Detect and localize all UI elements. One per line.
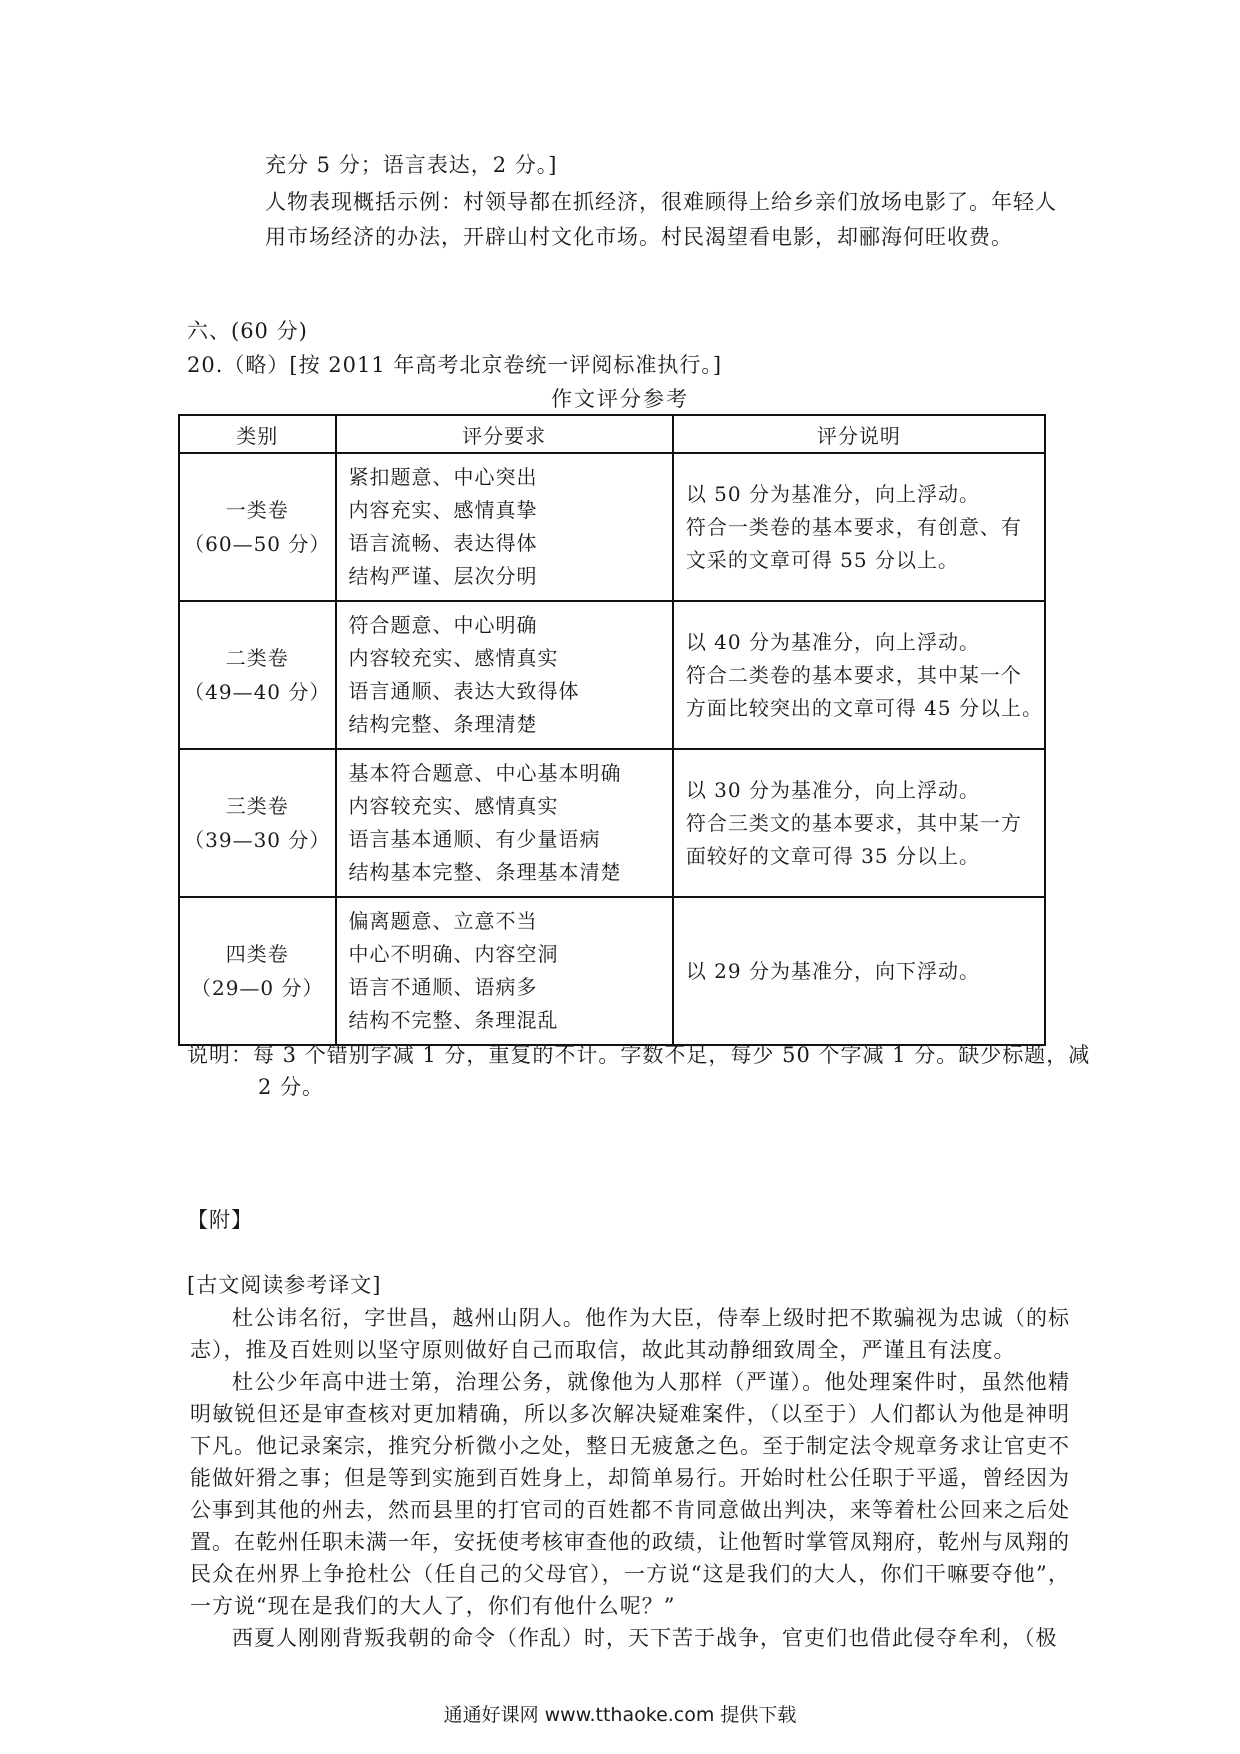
explanation-line: 面较好的文章可得 35 分以上。 [685,843,980,868]
category-name: 三类卷 [225,794,289,818]
requirement-item: 语言不通顺、语病多 [348,975,538,999]
grading-table [178,414,1046,1046]
explanation-line: 以 29 分为基准分，向下浮动。 [685,958,980,983]
header-explanation: 评分说明 [673,415,1045,453]
table-row [179,897,1045,1045]
category-name: 一类卷 [225,498,289,522]
requirement-item: 内容较充实、感情真实 [348,646,559,670]
table-row [179,601,1045,749]
requirement-item: 内容较充实、感情真实 [348,794,559,818]
category-cell [179,749,336,897]
translation-text [190,1302,1070,1654]
top-line-1: 充分 5 分；语言表达，2 分。] [265,153,558,177]
requirement-item: 结构严谨、层次分明 [348,564,538,588]
requirement-item: 紧扣题意、中心突出 [348,465,538,489]
requirement-item: 内容充实、感情真挚 [348,498,538,522]
requirement-item: 偏离题意、立意不当 [348,909,538,933]
category-cell [179,601,336,749]
requirements-cell [336,749,673,897]
translation-paragraph: 西夏人刚刚背叛我朝的命令（作乱）时，天下苦于战争，官吏们也借此侵夺牟利，（极 [232,1626,1058,1650]
requirement-item: 符合题意、中心明确 [348,613,538,637]
category-range: （39—30 分） [184,828,331,852]
question-20: 20.（略）[按 2011 年高考北京卷统一评阅标准执行。] [187,353,723,377]
requirement-item: 语言通顺、表达大致得体 [348,679,580,703]
explanation-line: 以 50 分为基准分，向上浮动。 [685,481,980,506]
table-row [179,453,1045,601]
requirement-item: 结构基本完整、条理基本清楚 [348,860,622,884]
category-range: （49—40 分） [184,680,331,704]
requirement-item: 语言基本通顺、有少量语病 [348,827,601,851]
explanation-cell [673,601,1045,749]
explanation-line: 方面比较突出的文章可得 45 分以上。 [685,695,1043,720]
explanation-line: 符合一类卷的基本要求，有创意、有 [685,514,1022,539]
requirement-item: 中心不明确、内容空洞 [348,942,559,966]
requirements-cell [336,897,673,1045]
explanation-line: 文采的文章可得 55 分以上。 [685,547,959,572]
requirement-item: 结构不完整、条理混乱 [348,1008,559,1032]
explanation-line: 以 30 分为基准分，向上浮动。 [685,777,980,802]
requirement-item: 语言流畅、表达得体 [348,531,538,555]
table-row [179,749,1045,897]
explanation-line: 符合三类文的基本要求，其中某一方 [685,810,1022,835]
footer-credit: 通通好课网 www.tthaoke.com 提供下载 [443,1704,797,1726]
section-6-heading: 六、(60 分) [187,319,308,343]
category-range: （60—50 分） [184,532,331,556]
explanation-line: 符合二类卷的基本要求，其中某一个 [685,662,1022,687]
category-name: 二类卷 [225,646,289,670]
requirement-item: 结构完整、条理清楚 [348,712,538,736]
explanation-line: 以 40 分为基准分，向上浮动。 [685,629,980,654]
category-cell [179,453,336,601]
translation-paragraph: 杜公少年高中进士第，治理公务，就像他为人那样（严谨）。他处理案件时，虽然他精明敏锐但还是审查核对更加精确，所以多次解决疑难案件，（以至于）人们都认为他是神明下凡。他记录案宗，推究分析微小之处，整日无疲惫之色。至于制定法令规章务求让官吏不能做奸猾之事；但是等到实施到百姓身上，却简单易行。开始时杜公任职于平遥，曾经因为公事到其他的州去，然而县里的打官司的百姓都不肯同意做出判决，来等着杜公回来之后处置。在乾州任职未满一年，安抚使考核审查他的政绩，让他暂时掌管凤翔府，乾州与凤翔的民众在州界上争抢杜公（任自己的父母官），一方说“这是我们的大人，你们干嘛要夺他”，一方说“现在是我们的大人了，你们有他什么呢？” [190,1370,1070,1618]
top-line-2: 人物表现概括示例：村领导都在抓经济，很难顾得上给乡亲们放场电影了。年轻人 [265,190,1057,214]
note-line-2: 2 分。 [258,1075,325,1099]
explanation-cell [673,897,1045,1045]
category-range: （29—0 分） [190,976,324,1000]
table-title: 作文评分参考 [551,387,689,411]
category-cell [179,897,336,1045]
table-header-row [179,415,1045,453]
appendix-subheading: [古文阅读参考译文] [187,1273,382,1297]
explanation-cell [673,453,1045,601]
explanation-cell [673,749,1045,897]
top-line-3: 用市场经济的办法，开辟山村文化市场。村民渴望看电影，却郦海何旺收费。 [265,225,1013,249]
requirement-item: 基本符合题意、中心基本明确 [348,761,622,785]
note-line-1: 说明：每 3 个错别字减 1 分，重复的不计。字数不足，每少 50 个字减 1 分。缺少标题，减 [187,1043,1091,1067]
appendix-heading: 【附】 [187,1208,253,1232]
header-category: 类别 [179,415,336,453]
category-name: 四类卷 [225,942,289,966]
translation-paragraph: 杜公讳名衍，字世昌，越州山阴人。他作为大臣，侍奉上级时把不欺骗视为忠诚（的标志），推及百姓则以坚守原则做好自己而取信，故此其动静细致周全，严谨且有法度。 [190,1306,1070,1362]
requirements-cell [336,601,673,749]
requirements-cell [336,453,673,601]
header-requirements: 评分要求 [336,415,673,453]
